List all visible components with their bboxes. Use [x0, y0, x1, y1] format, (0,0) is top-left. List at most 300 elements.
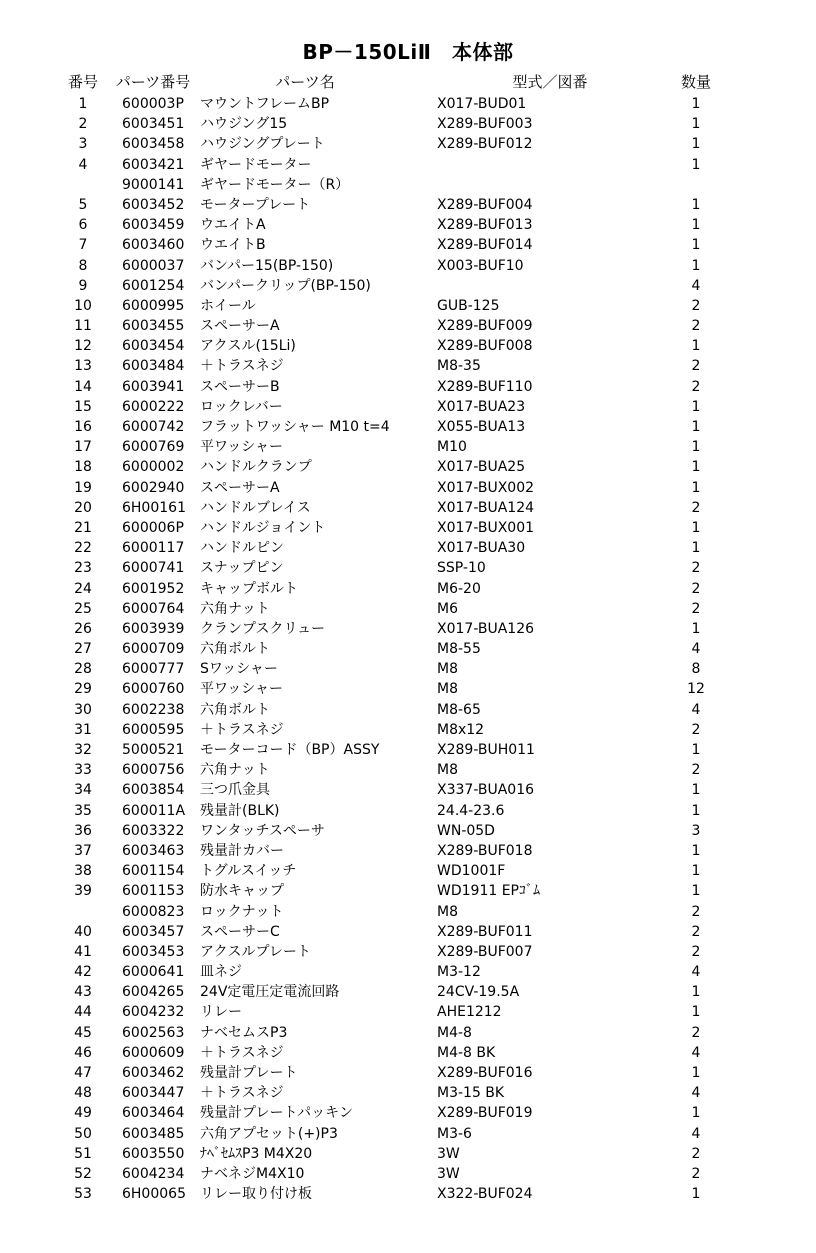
- table-row: [0, 619, 816, 639]
- table-row: [0, 215, 816, 235]
- cell-part-number: 6000641: [122, 964, 185, 981]
- cell-no: 40: [74, 923, 92, 940]
- cell-model: X289-BUF110: [437, 378, 533, 395]
- table-row: [0, 195, 816, 215]
- cell-part-name: ナベネジM4X10: [200, 1165, 305, 1182]
- cell-part-name: ロックナット: [200, 903, 284, 920]
- cell-qty: 2: [691, 923, 701, 940]
- cell-qty: 1: [691, 1065, 701, 1081]
- table-row: [0, 740, 816, 760]
- cell-model: M8: [437, 903, 458, 920]
- cell-part-number: 6000222: [122, 398, 185, 415]
- table-row: [0, 579, 816, 599]
- cell-qty: 2: [691, 318, 701, 335]
- cell-part-name: 平ワッシャー: [200, 439, 284, 456]
- cell-qty: 1: [691, 338, 701, 355]
- cell-part-number: 6002940: [122, 479, 185, 496]
- cell-qty: 12: [687, 681, 705, 698]
- cell-no: 46: [74, 1044, 92, 1061]
- cell-qty: 1: [691, 398, 701, 415]
- table-row: [0, 498, 816, 518]
- cell-qty: 4: [691, 701, 701, 718]
- cell-no: 11: [74, 318, 92, 335]
- cell-part-name: リレー: [200, 1004, 242, 1021]
- cell-qty: 1: [691, 196, 701, 213]
- cell-qty: 2: [691, 762, 701, 779]
- cell-model: X289-BUF007: [437, 943, 533, 960]
- cell-model: X289-BUF016: [437, 1065, 533, 1081]
- cell-part-name: 残量計カバー: [200, 842, 284, 859]
- cell-no: 6: [78, 217, 88, 234]
- table-row: [0, 659, 816, 679]
- cell-qty: 1: [691, 742, 701, 758]
- table-row: [0, 518, 816, 538]
- cell-part-name: スペーサーC: [200, 923, 280, 940]
- cell-qty: 1: [691, 883, 701, 900]
- table-row: [0, 881, 816, 901]
- cell-no: 2: [78, 116, 88, 133]
- table-header-row: [0, 70, 816, 94]
- cell-part-name: 防水キャップ: [200, 883, 284, 900]
- cell-no: 15: [74, 398, 92, 415]
- cell-no: 49: [74, 1105, 92, 1122]
- cell-part-name: 残量計プレート: [200, 1065, 298, 1081]
- cell-part-number: 6000117: [122, 540, 185, 557]
- cell-part-name: トグルスイッチ: [200, 863, 297, 880]
- cell-part-number: 6003452: [122, 196, 185, 213]
- cell-no: 5: [78, 196, 88, 213]
- cell-qty: 1: [691, 802, 701, 819]
- cell-part-number: 6001952: [122, 580, 185, 597]
- cell-qty: 2: [691, 1165, 701, 1182]
- cell-part-number: 6003447: [122, 1085, 185, 1102]
- cell-qty: 2: [691, 297, 701, 314]
- cell-no: 22: [74, 540, 92, 557]
- cell-model: X289-BUF008: [437, 338, 533, 355]
- cell-qty: 2: [691, 499, 701, 516]
- table-row: [0, 1002, 816, 1022]
- table-row: [0, 902, 816, 922]
- cell-qty: 2: [691, 600, 701, 617]
- cell-qty: 1: [691, 782, 701, 799]
- cell-qty: 1: [691, 217, 701, 234]
- cell-no: 1: [78, 96, 88, 112]
- cell-part-name: バンパー15(BP-150): [200, 257, 334, 274]
- cell-no: 24: [74, 580, 92, 597]
- cell-qty: 2: [691, 358, 701, 375]
- table-row: [0, 134, 816, 154]
- table-row: [0, 417, 816, 437]
- cell-qty: 4: [691, 1044, 701, 1061]
- cell-no: 7: [78, 237, 88, 254]
- cell-model: X017-BUA30: [437, 540, 526, 557]
- cell-model: X289-BUF018: [437, 842, 533, 859]
- cell-model: X017-BUX001: [437, 519, 535, 536]
- cell-model: 24.4-23.6: [437, 802, 505, 819]
- cell-no: 13: [74, 358, 92, 375]
- cell-no: 29: [74, 681, 92, 698]
- cell-part-name: 六角ボルト: [200, 701, 270, 718]
- cell-part-number: 6000709: [122, 641, 185, 658]
- cell-part-number: 6000769: [122, 439, 185, 456]
- cell-part-name: 24V定電圧定電流回路: [200, 984, 340, 1001]
- cell-part-number: 6003484: [122, 358, 185, 375]
- cell-part-number: 6000760: [122, 681, 185, 698]
- cell-part-name: ハウジングプレート: [200, 136, 325, 153]
- cell-qty: 2: [691, 1145, 701, 1162]
- cell-part-name: ＋トラスネジ: [200, 358, 284, 375]
- cell-part-name: ギヤードモーター: [200, 156, 312, 173]
- cell-part-number: 6003453: [122, 943, 185, 960]
- table-row: [0, 114, 816, 134]
- cell-no: 20: [74, 499, 92, 516]
- cell-part-number: 9000141: [122, 176, 185, 193]
- cell-part-number: 6000609: [122, 1044, 185, 1061]
- cell-part-number: 6000995: [122, 297, 185, 314]
- table-row: [0, 821, 816, 841]
- cell-part-number: 600011A: [122, 802, 186, 819]
- table-row: [0, 94, 816, 114]
- cell-part-number: 600003P: [122, 96, 184, 112]
- cell-part-number: 6001153: [122, 883, 185, 900]
- cell-no: 36: [74, 822, 92, 839]
- cell-no: 48: [74, 1085, 92, 1102]
- cell-qty: 8: [691, 661, 701, 678]
- cell-no: 3: [78, 136, 88, 153]
- cell-qty: 1: [691, 257, 701, 274]
- cell-part-number: 6003939: [122, 620, 185, 637]
- cell-part-name: 残量計プレートパッキン: [200, 1105, 354, 1122]
- cell-no: 10: [74, 297, 92, 314]
- cell-part-name: ナベセムスP3: [200, 1024, 288, 1041]
- cell-no: 23: [74, 560, 92, 577]
- cell-model: M8: [437, 762, 458, 779]
- cell-qty: 1: [691, 479, 701, 496]
- table-row: [0, 336, 816, 356]
- cell-model: X289-BUF011: [437, 923, 533, 940]
- cell-part-number: 6000595: [122, 721, 185, 738]
- cell-part-number: 6003464: [122, 1105, 185, 1122]
- cell-model: X017-BUA25: [437, 459, 526, 476]
- cell-part-number: 6004234: [122, 1165, 185, 1182]
- cell-qty: 1: [691, 842, 701, 859]
- cell-part-name: ﾅﾍﾞｾﾑｽP3 M4X20: [200, 1145, 313, 1162]
- cell-qty: 1: [691, 419, 701, 435]
- table-row: [0, 155, 816, 175]
- cell-qty: 2: [691, 903, 701, 920]
- cell-part-number: 6001254: [122, 277, 185, 294]
- cell-part-name: クランプスクリュー: [200, 620, 326, 637]
- cell-qty: 2: [691, 560, 701, 577]
- cell-part-name: ワンタッチスペーサ: [200, 822, 325, 839]
- document-title: BP－150LiⅡ 本体部: [302, 40, 514, 64]
- cell-model: X017-BUA124: [437, 499, 535, 516]
- cell-model: M8-55: [437, 641, 481, 658]
- cell-part-name: ハンドルクランプ: [200, 459, 312, 476]
- cell-part-number: 6000823: [122, 903, 185, 920]
- cell-part-number: 6003459: [122, 217, 185, 234]
- cell-model: M4-8 BK: [437, 1044, 496, 1061]
- cell-model: M3-6: [437, 1125, 472, 1142]
- cell-part-number: 6003463: [122, 842, 185, 859]
- cell-no: 51: [74, 1145, 92, 1162]
- cell-part-name: 皿ネジ: [200, 964, 242, 981]
- cell-part-name: モータープレート: [200, 196, 311, 213]
- cell-part-number: 6003451: [122, 116, 185, 133]
- cell-qty: 4: [691, 964, 701, 981]
- cell-qty: 1: [691, 1105, 701, 1122]
- cell-part-name: アクスル(15Li): [200, 338, 296, 355]
- table-row: [0, 982, 816, 1002]
- cell-part-name: ハウジング15: [200, 116, 288, 133]
- cell-part-number: 6000037: [122, 257, 185, 274]
- cell-model: X322-BUF024: [437, 1186, 533, 1203]
- table-row: [0, 457, 816, 477]
- cell-part-name: スペーサーB: [200, 378, 280, 395]
- cell-no: 41: [74, 943, 92, 960]
- cell-no: 35: [74, 802, 92, 819]
- cell-part-number: 6H00161: [122, 499, 186, 516]
- cell-part-name: モーターコード（BP）ASSY: [200, 742, 380, 758]
- cell-part-number: 6000741: [122, 560, 185, 577]
- cell-part-number: 6000777: [122, 661, 185, 678]
- cell-part-number: 6003457: [122, 923, 185, 940]
- cell-part-name: リレー取り付け板: [200, 1186, 312, 1203]
- table-row: [0, 801, 816, 821]
- cell-qty: 2: [691, 721, 701, 738]
- table-row: [0, 1164, 816, 1184]
- cell-model: X017-BUA126: [437, 620, 535, 637]
- cell-part-name: 平ワッシャー: [200, 681, 284, 698]
- table-row: [0, 1023, 816, 1043]
- cell-model: M6: [437, 600, 458, 617]
- table-row: [0, 538, 816, 558]
- table-row: [0, 861, 816, 881]
- cell-part-number: 6003854: [122, 782, 185, 799]
- cell-qty: 1: [691, 863, 701, 880]
- cell-part-name: スペーサーA: [200, 318, 280, 335]
- cell-model: X289-BUF009: [437, 318, 533, 335]
- table-row: [0, 377, 816, 397]
- cell-qty: 1: [691, 984, 701, 1001]
- cell-part-name: 六角ナット: [200, 600, 270, 617]
- cell-no: 8: [78, 257, 88, 274]
- cell-model: X337-BUA016: [437, 782, 535, 799]
- cell-no: 12: [74, 338, 92, 355]
- cell-qty: 1: [691, 116, 701, 133]
- table-row: [0, 1144, 816, 1164]
- cell-model: X017-BUX002: [437, 479, 535, 496]
- cell-model: M8-65: [437, 701, 481, 718]
- cell-part-name: ハンドルピン: [200, 540, 284, 557]
- cell-model: 24CV-19.5A: [437, 984, 520, 1001]
- header-qty: 数量: [680, 73, 711, 91]
- cell-qty: 3: [691, 822, 701, 839]
- cell-model: X055-BUA13: [437, 419, 526, 435]
- cell-model: M8: [437, 681, 458, 698]
- cell-model: M10: [437, 439, 467, 456]
- table-row: [0, 1043, 816, 1063]
- cell-qty: 1: [691, 439, 701, 456]
- cell-part-name: マウントフレームBP: [200, 96, 330, 112]
- cell-no: 43: [74, 984, 92, 1001]
- cell-no: 42: [74, 964, 92, 981]
- cell-model: X003-BUF10: [437, 257, 524, 274]
- cell-model: X017-BUA23: [437, 398, 526, 415]
- cell-part-name: アクスルプレート: [200, 943, 311, 960]
- cell-part-name: ハンドルジョイント: [200, 519, 326, 536]
- cell-part-number: 6003941: [122, 378, 185, 395]
- cell-part-number: 6001154: [122, 863, 185, 880]
- cell-part-number: 6003550: [122, 1145, 185, 1162]
- table-row: [0, 478, 816, 498]
- cell-qty: 1: [691, 620, 701, 637]
- table-row: [0, 1184, 816, 1204]
- table-row: [0, 558, 816, 578]
- cell-part-number: 6003454: [122, 338, 185, 355]
- cell-part-name: ＋トラスネジ: [200, 721, 284, 738]
- cell-no: 21: [74, 519, 92, 536]
- table-row: [0, 437, 816, 457]
- table-row: [0, 780, 816, 800]
- cell-no: 34: [74, 782, 92, 799]
- cell-qty: 1: [691, 1186, 701, 1203]
- cell-part-name: 三つ爪金具: [200, 782, 270, 799]
- cell-no: 26: [74, 620, 92, 637]
- cell-no: 14: [74, 378, 92, 395]
- cell-no: 47: [74, 1065, 92, 1081]
- table-row: [0, 942, 816, 962]
- cell-part-name: ウエイトB: [200, 237, 266, 254]
- cell-part-name: キャップボルト: [200, 580, 298, 597]
- cell-part-name: ハンドルブレイス: [200, 499, 311, 516]
- header-part-name: パーツ名: [275, 73, 335, 91]
- cell-part-name: スペーサーA: [200, 479, 280, 496]
- cell-no: 17: [74, 439, 92, 456]
- cell-part-name: ギヤードモーター（R）: [200, 176, 350, 193]
- cell-part-number: 6004265: [122, 984, 185, 1001]
- cell-part-number: 6003485: [122, 1125, 185, 1142]
- cell-no: 44: [74, 1004, 92, 1021]
- parts-table: [0, 70, 816, 1204]
- cell-model: X289-BUF012: [437, 136, 533, 153]
- cell-part-number: 6000742: [122, 419, 185, 435]
- table-row: [0, 922, 816, 942]
- cell-model: X289-BUH011: [437, 742, 535, 758]
- table-row: [0, 679, 816, 699]
- table-row: [0, 316, 816, 336]
- table-row: [0, 962, 816, 982]
- table-row: [0, 720, 816, 740]
- cell-part-number: 6000756: [122, 762, 185, 779]
- cell-no: 16: [74, 419, 92, 435]
- cell-model: WD1911 EPｺﾞﾑ: [437, 883, 540, 900]
- cell-qty: 1: [691, 540, 701, 557]
- table-row: [0, 760, 816, 780]
- cell-no: 19: [74, 479, 92, 496]
- cell-qty: 2: [691, 943, 701, 960]
- cell-model: 3W: [437, 1165, 460, 1182]
- cell-qty: 1: [691, 1004, 701, 1021]
- cell-no: 9: [78, 277, 88, 294]
- table-row: [0, 256, 816, 276]
- cell-part-name: ホイール: [200, 297, 256, 314]
- cell-no: 4: [78, 156, 88, 173]
- cell-part-name: フラットワッシャー M10 t=4: [200, 419, 390, 435]
- cell-model: X289-BUF003: [437, 116, 533, 133]
- cell-model: M3-15 BK: [437, 1085, 505, 1102]
- cell-qty: 1: [691, 459, 701, 476]
- cell-part-number: 6003458: [122, 136, 185, 153]
- cell-no: 52: [74, 1165, 92, 1182]
- cell-part-number: 6004232: [122, 1004, 185, 1021]
- cell-no: 50: [74, 1125, 92, 1142]
- cell-qty: 1: [691, 96, 701, 112]
- cell-part-name: バンパークリップ(BP-150): [200, 277, 371, 294]
- cell-no: 33: [74, 762, 92, 779]
- cell-no: 27: [74, 641, 92, 658]
- cell-part-number: 6000764: [122, 600, 185, 617]
- cell-part-name: 残量計(BLK): [200, 802, 280, 819]
- table-row: [0, 639, 816, 659]
- cell-part-name: 六角アプセット(+)P3: [200, 1125, 338, 1142]
- cell-no: 18: [74, 459, 92, 476]
- cell-model: WD1001F: [437, 863, 506, 880]
- table-body: [0, 94, 816, 1204]
- cell-no: 53: [74, 1186, 92, 1203]
- cell-qty: 4: [691, 1085, 701, 1102]
- cell-model: 3W: [437, 1145, 460, 1162]
- table-row: [0, 397, 816, 417]
- cell-model: M8-35: [437, 358, 481, 375]
- cell-no: 32: [74, 742, 92, 758]
- header-no: 番号: [67, 73, 98, 91]
- cell-part-number: 6003322: [122, 822, 185, 839]
- table-row: [0, 235, 816, 255]
- cell-no: 45: [74, 1024, 92, 1041]
- cell-model: WN-05D: [437, 822, 495, 839]
- table-row: [0, 175, 816, 195]
- cell-model: GUB-125: [437, 297, 500, 314]
- cell-part-number: 6003460: [122, 237, 185, 254]
- table-row: [0, 1083, 816, 1103]
- cell-part-name: ウエイトA: [200, 217, 266, 234]
- cell-part-name: 六角ナット: [200, 762, 270, 779]
- cell-qty: 2: [691, 580, 701, 597]
- table-row: [0, 1063, 816, 1083]
- cell-part-number: 6H00065: [122, 1186, 186, 1203]
- cell-part-number: 600006P: [122, 519, 184, 536]
- cell-model: M8x12: [437, 721, 485, 738]
- table-row: [0, 599, 816, 619]
- cell-no: 25: [74, 600, 92, 617]
- cell-model: M6-20: [437, 580, 481, 597]
- cell-part-name: ＋トラスネジ: [200, 1085, 284, 1102]
- cell-part-name: ロックレバー: [200, 398, 283, 415]
- cell-qty: 4: [691, 277, 701, 294]
- cell-model: AHE1212: [437, 1004, 502, 1021]
- cell-model: X289-BUF013: [437, 217, 533, 234]
- cell-model: X289-BUF014: [437, 237, 533, 254]
- table-row: [0, 356, 816, 376]
- cell-model: X289-BUF004: [437, 196, 533, 213]
- cell-no: 39: [74, 883, 92, 900]
- cell-part-number: 6003455: [122, 318, 185, 335]
- cell-part-name: スナップピン: [200, 560, 284, 577]
- cell-no: 38: [74, 863, 92, 880]
- header-model: 型式／図番: [512, 73, 588, 91]
- table-row: [0, 1103, 816, 1123]
